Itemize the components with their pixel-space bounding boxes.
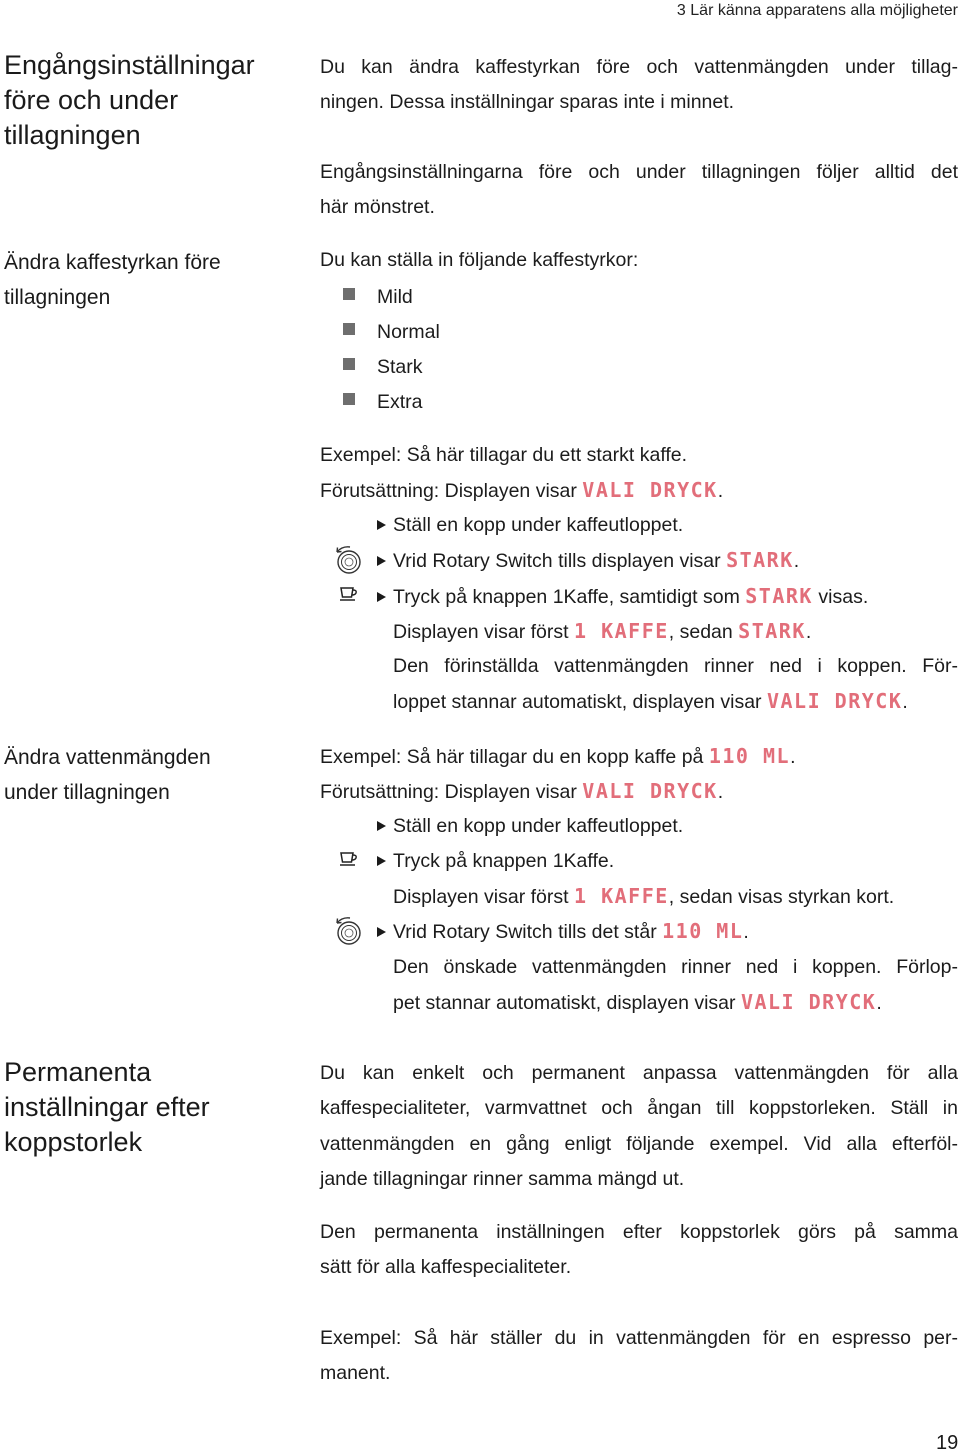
section-heading-once-3: tillagningen <box>4 120 141 150</box>
water-result-1-text-b: , sedan visas styrkan kort. <box>668 886 895 908</box>
water-prereq-text: Förutsättning: Displayen visar <box>320 781 577 803</box>
water-heading-2: under tillagningen <box>4 781 170 804</box>
display-1-kaffe: 1 KAFFE <box>573 884 669 908</box>
option-normal: Normal <box>377 321 440 343</box>
display-stark: STARK <box>738 619 806 643</box>
water-step-2-text: Tryck på knappen 1Kaffe. <box>393 850 615 872</box>
display-stark: STARK <box>726 548 794 572</box>
permanent-para1-line-4: jande tillagningar rinner samma mängd ut. <box>320 1168 685 1190</box>
display-1-kaffe: 1 KAFFE <box>573 619 669 643</box>
strength-prereq-text: Förutsättning: Displayen visar <box>320 480 577 502</box>
strength-result-2: Den förinställda vattenmängden rinner ned i koppen. För- <box>393 655 958 677</box>
strength-step-3 <box>377 579 868 615</box>
display-110-ml: 110 ML <box>708 744 791 768</box>
once-pattern-line-2: här mönstret. <box>320 196 435 218</box>
chapter-header: 3 Lär känna apparatens alla möjligheter <box>676 2 958 19</box>
cup-button-icon <box>338 584 362 604</box>
strength-step-3-text-a: Tryck på knappen 1Kaffe, samtidigt som <box>393 586 740 608</box>
strength-heading-1: Ändra kaffestyrkan före <box>4 251 221 274</box>
water-heading-1: Ändra vattenmängden <box>4 746 211 769</box>
strength-example: Exempel: Så här tillagar du ett starkt kaffe. <box>320 444 688 466</box>
bullet-stark <box>343 358 355 370</box>
permanent-para2-line-1: Den permanenta inställningen efter koppstorlek görs på samma <box>320 1221 958 1243</box>
water-result-3-text: pet stannar automatiskt, displayen visar <box>393 992 736 1014</box>
strength-intro: Du kan ställa in följande kaffestyrkor: <box>320 249 639 271</box>
strength-result-3: loppet stannar automatiskt, displayen visar VALI DRYCK. <box>393 689 908 713</box>
permanent-heading-1: Permanenta <box>4 1057 152 1087</box>
bullet-normal <box>343 323 355 335</box>
display-vali-dryck: VALI DRYCK <box>766 689 903 713</box>
display-110-ml: 110 ML <box>662 919 744 943</box>
water-result-2: Den önskade vattenmängden rinner ned i koppen. Förlop- <box>393 956 958 978</box>
water-result-1 <box>393 879 894 915</box>
permanent-heading-2: inställningar efter <box>4 1092 210 1122</box>
permanent-para1-line-3: vattenmängden en gång enligt följande exempel. Vid alla efterföl- <box>320 1133 958 1155</box>
rotary-switch-icon <box>333 544 363 576</box>
permanent-example-line-2: manent. <box>320 1362 391 1384</box>
section-heading-once-1: Engångsinställningar <box>4 50 255 80</box>
page-number: 19 <box>936 1432 959 1454</box>
display-stark: STARK <box>745 584 813 608</box>
water-step-3: Vrid Rotary Switch tills det står 110 ML. <box>377 914 749 950</box>
display-vali-dryck: VALI DRYCK <box>582 779 718 803</box>
option-stark: Stark <box>377 356 423 378</box>
strength-step-2-text: Vrid Rotary Switch tills displayen visar <box>393 550 721 572</box>
strength-step-2: Vrid Rotary Switch tills displayen visar STARK. <box>377 543 799 579</box>
permanent-para1-line-1: Du kan enkelt och permanent anpassa vattenmängden för alla <box>320 1062 958 1084</box>
strength-prereq: Förutsättning: Displayen visar VALI DRYCK. <box>320 478 724 502</box>
strength-step-3-text-b: visas. <box>818 586 869 608</box>
display-vali-dryck: VALI DRYCK <box>582 478 718 502</box>
water-result-1-text-a: Displayen visar först <box>393 886 569 908</box>
bullet-mild <box>343 288 355 300</box>
permanent-para2-line-2: sätt för alla kaffespecialiteter. <box>320 1256 572 1278</box>
water-prereq: Förutsättning: Displayen visar VALI DRYCK. <box>320 779 724 803</box>
permanent-para1-line-2: kaffespecialiteter, varmvattnet och ångan till koppstorleken. Ställ in <box>320 1097 958 1119</box>
step-arrow-icon <box>377 856 386 866</box>
strength-result-3-text: loppet stannar automatiskt, displayen visar <box>393 691 762 713</box>
water-step-2 <box>377 844 614 879</box>
once-pattern-line-1: Engångsinställningarna före och under tillagningen följer alltid det <box>320 161 958 183</box>
water-step-1 <box>377 809 683 844</box>
option-extra: Extra <box>377 391 423 413</box>
strength-result-1: Displayen visar först 1 KAFFE, sedan STARK. <box>393 619 812 643</box>
permanent-heading-3: koppstorlek <box>4 1127 143 1157</box>
display-vali-dryck: VALI DRYCK <box>740 990 877 1014</box>
water-example-text: Exempel: Så här tillagar du en kopp kaffe på <box>320 746 704 768</box>
water-step-3-text: Vrid Rotary Switch tills det står <box>393 921 657 943</box>
once-intro-line-1: Du kan ändra kaffestyrkan före och vattenmängden under tillag- <box>320 56 958 78</box>
bullet-extra <box>343 393 355 405</box>
strength-step-1 <box>377 508 683 543</box>
water-step-1-text: Ställ en kopp under kaffeutloppet. <box>393 815 684 837</box>
rotary-switch-icon <box>333 915 363 947</box>
strength-result-1-text-b: , sedan <box>668 621 733 643</box>
permanent-example-line-1: Exempel: Så här ställer du in vattenmängden för en espresso per- <box>320 1327 958 1349</box>
cup-button-icon <box>338 849 362 869</box>
step-arrow-icon <box>377 592 386 602</box>
water-result-3: pet stannar automatiskt, displayen visar VALI DRYCK. <box>393 990 882 1014</box>
section-heading-once-2: före och under <box>4 85 179 115</box>
strength-result-1-text-a: Displayen visar först <box>393 621 569 643</box>
step-arrow-icon <box>377 821 386 831</box>
step-arrow-icon <box>377 927 386 937</box>
step-arrow-icon <box>377 520 386 530</box>
step-arrow-icon <box>377 556 386 566</box>
strength-heading-2: tillagningen <box>4 286 111 309</box>
strength-step-1-text: Ställ en kopp under kaffeutloppet. <box>393 514 684 536</box>
option-mild: Mild <box>377 286 413 308</box>
once-intro-line-2: ningen. Dessa inställningar sparas inte i minnet. <box>320 91 735 113</box>
water-example: Exempel: Så här tillagar du en kopp kaffe på 110 ML. <box>320 744 796 768</box>
